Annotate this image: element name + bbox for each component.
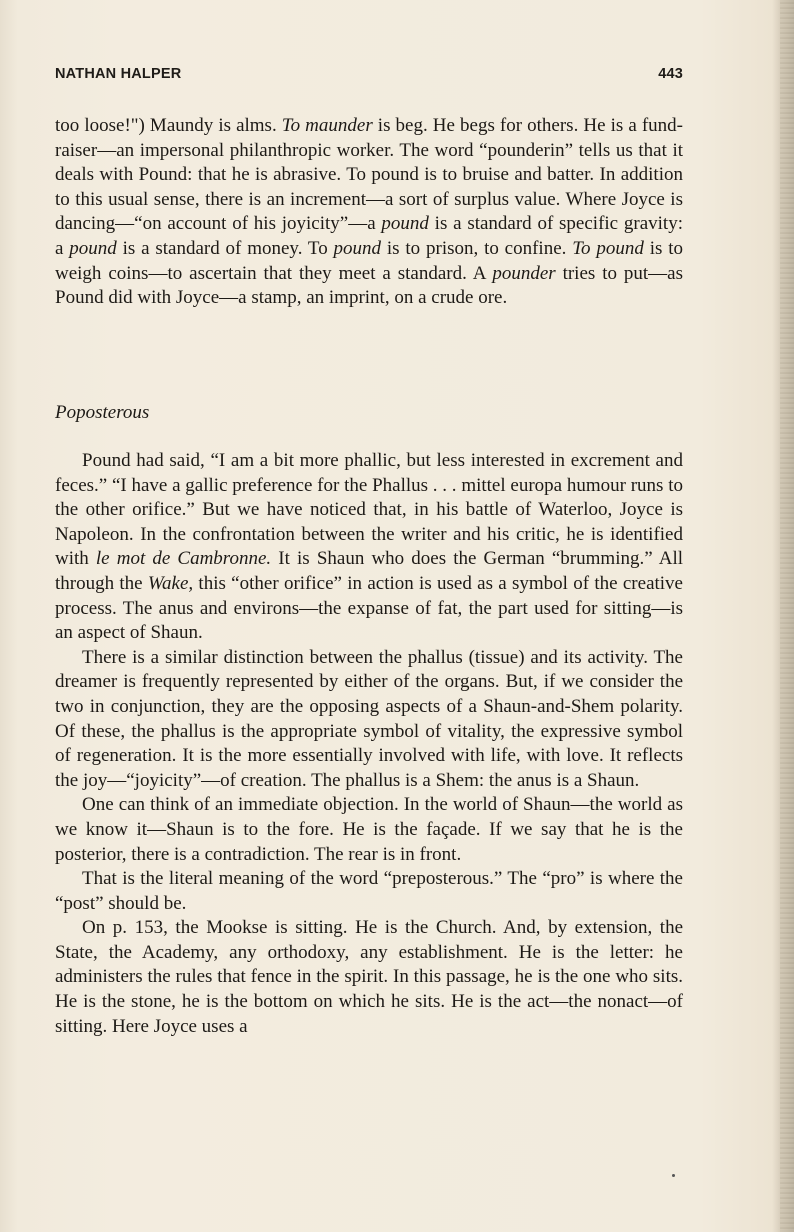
text-run: too loose!") Maundy is alms.: [55, 115, 282, 136]
paragraph: One can think of an immediate objection. In the world of Shaun—the world as we know it—Shaun is to the fore. He is the façade. If we say that he is the posterior, there is a contradiction. The rear is in front.: [55, 794, 683, 865]
text-run: tries to put—as Pound did with Joyce—a stamp, an imprint, on a crude ore.: [55, 262, 683, 309]
print-speck: [672, 1174, 675, 1177]
italic-run: To maunder: [281, 115, 373, 136]
text-run: is beg. He begs for others. He is a fund-raiser—an impersonal philanthropic worker. The word “pounderin” tells us that it deals with Pound: that he is abrasive. To pound is to bruise and batter. In addition to this usual sense, there is an increment—a sort of surplus value. Where Joyce is dancing—“on account of his joyicity”—a: [55, 115, 684, 235]
text-run: Pound had said, “I am a bit more phallic, but less interested in excrement and feces.” “I have a gallic preference for the Phallus . . . mittel europa humour runs to the other orifice.” But we have noticed that, in his battle of Waterloo, Joyce is Napoleon. In the confrontation between the writer and his critic, he is identified with: [55, 450, 683, 570]
section-body: [55, 449, 683, 1039]
paragraph: That is the literal meaning of the word “preposterous.” The “pro” is where the “post” should be.: [55, 868, 683, 914]
italic-run: pound: [69, 237, 117, 259]
text-run: is a standard of money. To: [116, 237, 334, 259]
paragraph: [55, 449, 683, 646]
page-edge: [780, 0, 794, 1232]
text-run: is to prison, to confine.: [381, 237, 573, 259]
running-header: [55, 66, 683, 88]
text-run: It is Shaun who does the German “brumming.” All through the: [55, 548, 684, 594]
italic-run: pound: [381, 213, 429, 235]
italic-run: le mot de Cambronne.: [95, 548, 272, 570]
italic-run: Wake,: [147, 572, 194, 594]
text-run: this “other orifice” in action is used as a symbol of the creative process. The anus and environs—the expanse of fat, the part used for sitting—is an aspect of Shaun.: [55, 572, 683, 644]
text-run: is a standard of specific gravity: a: [55, 213, 683, 259]
intro-paragraph: [55, 114, 683, 311]
italic-run: pound: [333, 237, 382, 259]
italic-run: To pound: [572, 237, 644, 259]
paragraph: On p. 153, the Mookse is sitting. He is the Church. And, by extension, the State, the Academy, any orthodoxy, any establishment. He is the letter: he administers the rules that fence in the spirit. In this passage, he is the one who sits. He is the stone, he is the bottom on which he sits. He is the act—the nonact—of sitting. Here Joyce uses a: [55, 917, 683, 1037]
paragraph: There is a similar distinction between the phallus (tissue) and its activity. The dreamer is frequently represented by either of the organs. But, if we consider the two in conjunction, they are the opposing aspects of a Shaun-and-Shem polarity. Of these, the phallus is the appropriate symbol of vitality, the expressive symbol of regeneration. It is the more essentially involved with life, with love. It reflects the joy—“joyicity”—of creation. The phallus is a Shem: the anus is a Shaun.: [55, 646, 683, 791]
text-run: is to weigh coins—to ascertain that they meet a standard. A: [55, 237, 684, 284]
page-number: 443: [658, 66, 683, 82]
italic-run: pounder: [492, 262, 556, 284]
running-head-author: NATHAN HALPER: [55, 66, 182, 82]
section-heading: Poposterous: [55, 402, 150, 423]
